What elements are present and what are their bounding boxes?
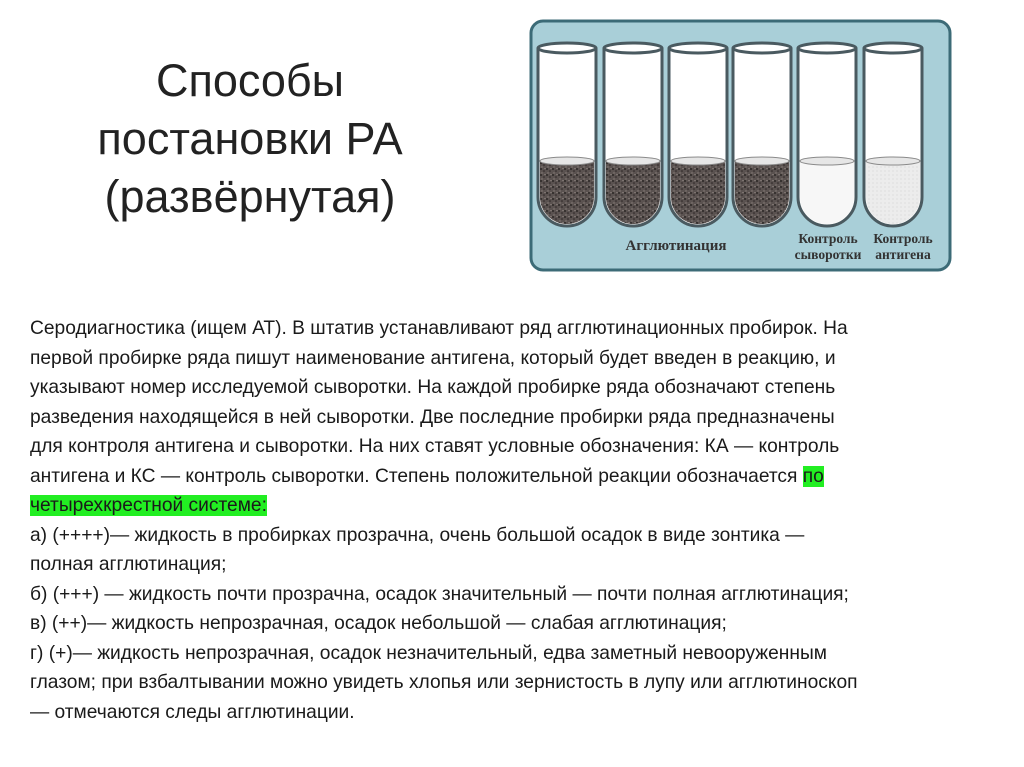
text-line: разведения находящейся в ней сыворотки. Две последние пробирки ряда предназначены bbox=[30, 406, 835, 428]
text-line: указывают номер исследуемой сыворотки. На каждой пробирке ряда обозначают степень bbox=[30, 377, 836, 398]
highlighted-text: по bbox=[802, 465, 824, 487]
tube-agglutination-2 bbox=[604, 43, 662, 226]
list-item: г) (+)— жидкость непрозрачная, осадок незначительный, едва заметный невооруженным bbox=[30, 642, 827, 664]
tube-agglutination-1 bbox=[538, 43, 596, 226]
text-line: первой пробирке ряда пишут наименование антигена, который будет введен в реакцию, и bbox=[30, 347, 836, 369]
list-item: б) (+++) — жидкость почти прозрачна, осадок значительный — почти полная агглютинация; bbox=[30, 583, 849, 605]
tube-agglutination-3 bbox=[669, 43, 727, 226]
highlighted-text: четырехкрестной системе: bbox=[30, 495, 267, 516]
list-item: глазом; при взбалтывании можно увидеть хлопья или зернистость в лупу или агглютиноскоп bbox=[30, 672, 858, 693]
text-line: для контроля антигена и сыворотки. На них ставят условные обозначения: КА — контроль bbox=[30, 436, 840, 457]
text-line: Серодиагностика (ищем АТ). В штатив устанавливают ряд агглютинационных пробирок. На bbox=[30, 318, 848, 339]
list-item: полная агглютинация; bbox=[30, 554, 227, 575]
label-serum-control-1: Контроль bbox=[798, 231, 858, 246]
list-item: а) (++++)— жидкость в пробирках прозрачна, очень большой осадок в виде зонтика — bbox=[30, 524, 805, 546]
label-antigen-control-1: Контроль bbox=[873, 231, 933, 246]
title-line-2: постановки РА bbox=[97, 113, 403, 164]
list-item: в) (++)— жидкость непрозрачная, осадок небольшой — слабая агглютинация; bbox=[30, 613, 727, 634]
title-line-3: (развёрнутая) bbox=[104, 171, 396, 222]
text-line bbox=[30, 491, 1005, 521]
tube-agglutination-4 bbox=[733, 43, 791, 226]
tubes-illustration bbox=[528, 18, 953, 273]
tube-antigen-control bbox=[864, 43, 922, 226]
text-line bbox=[30, 462, 1005, 492]
label-serum-control-2: сыворотки bbox=[794, 247, 862, 262]
tube-serum-control bbox=[798, 43, 856, 226]
label-antigen-control-2: антигена bbox=[875, 247, 931, 262]
body-text bbox=[30, 314, 1005, 727]
agglutination-tubes-figure bbox=[528, 18, 953, 273]
slide-title bbox=[40, 52, 460, 226]
label-agglutination: Агглютинация bbox=[625, 238, 727, 254]
list-item: — отмечаются следы агглютинации. bbox=[30, 701, 355, 723]
title-line-1: Способы bbox=[155, 55, 345, 106]
text-fragment: антигена и КС — контроль сыворотки. Степень положительной реакции обозначается bbox=[30, 465, 803, 487]
